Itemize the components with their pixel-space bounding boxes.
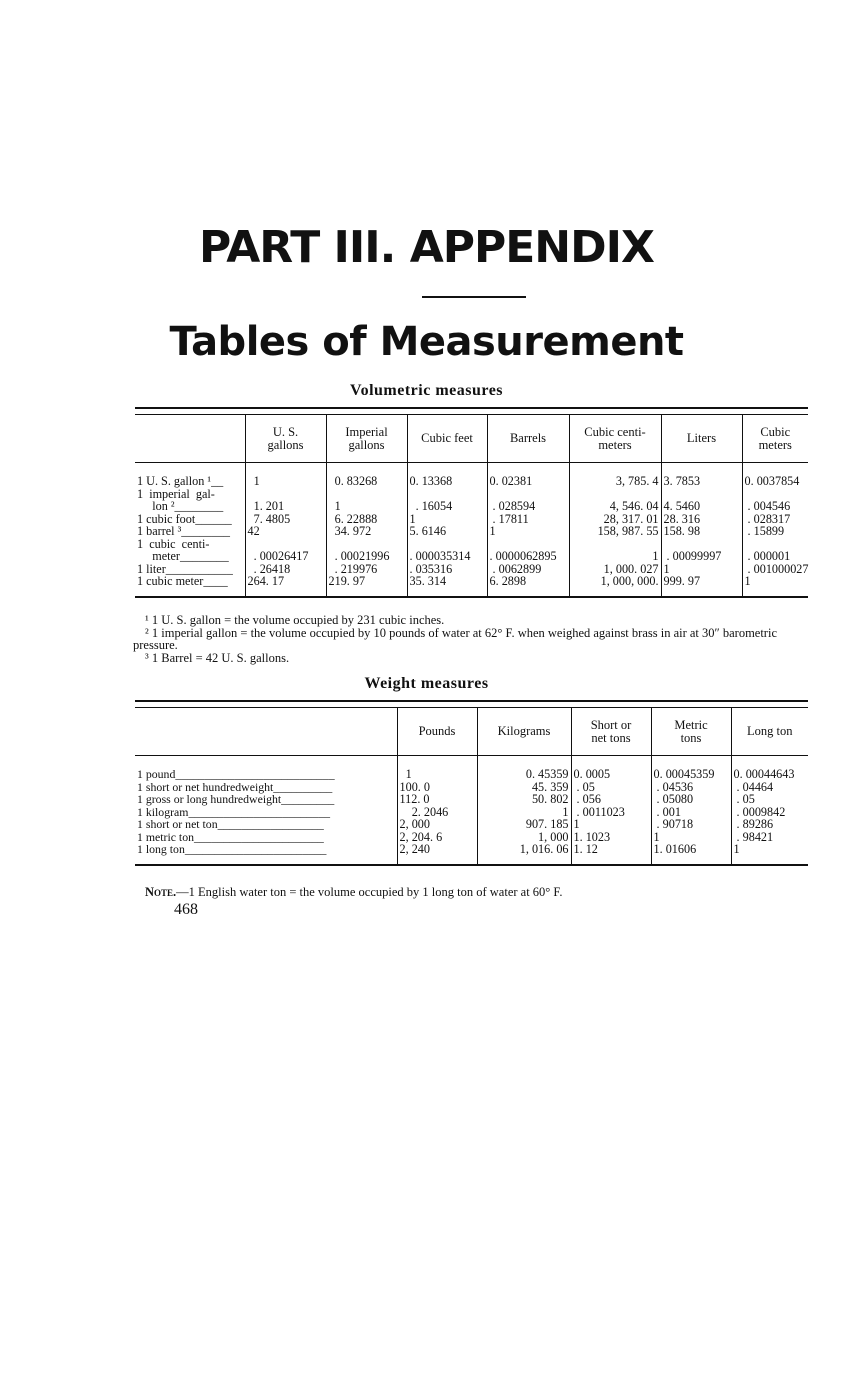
weight-table-top-rule xyxy=(135,700,808,702)
footnote-2: ² 1 imperial gallon = the volume occupied by 10 pounds of water at 62° F. when weighed against brass in air at 30″ barometric pressure. xyxy=(133,625,777,652)
volumetric-footnotes xyxy=(133,614,813,664)
part-title: PART III. APPENDIX xyxy=(199,222,654,273)
volumetric-table xyxy=(135,414,808,598)
title-divider xyxy=(422,296,526,298)
volumetric-header-liters: Liters xyxy=(661,415,742,463)
weight-header-long-ton: Long ton xyxy=(731,708,808,756)
weight-table xyxy=(135,707,808,866)
weight-col-kilograms: 0. 45359 45. 359 50. 802 1 907. 185 1, 000 1, 016. 06 xyxy=(477,756,571,865)
volumetric-header-cubic-centimeters: Cubic centi- meters xyxy=(569,415,661,463)
volumetric-col-barrels: 0. 02381 . 028594 . 17811 1 . 0000062895 . 0062899 6. 2898 xyxy=(487,463,569,597)
volumetric-header-imperial-gallons: Imperial gallons xyxy=(326,415,407,463)
volumetric-body-row xyxy=(135,463,808,597)
weight-col-unit: 1 pound___________________________ 1 short or net hundredweight__________ 1 gross or long hundredweight_________ 1 kilogram________________________ 1 short or net ton__________________ 1 metric ton______________________ 1 long ton________________________ xyxy=(135,756,397,865)
footnote-1: ¹ 1 U. S. gallon = the volume occupied by 231 cubic inches. xyxy=(145,613,445,627)
volumetric-col-us-gallons: 1 1. 201 7. 4805 42 . 00026417 . 26418 264. 17 xyxy=(245,463,326,597)
footnote-3: ³ 1 Barrel = 42 U. S. gallons. xyxy=(145,650,290,665)
weight-header-unit xyxy=(135,708,397,756)
volumetric-header-cubic-meters: Cubic meters xyxy=(742,415,808,463)
weight-header-metric-tons: Metric tons xyxy=(651,708,731,756)
volumetric-header-unit xyxy=(135,415,245,463)
weight-body-row xyxy=(135,756,808,865)
page-number: 468 xyxy=(174,901,198,918)
volumetric-header-barrels: Barrels xyxy=(487,415,569,463)
weight-col-metric-tons: 0. 00045359 . 04536 . 05080 . 001 . 90718 1 1. 01606 xyxy=(651,756,731,865)
volumetric-col-liters: 3. 7853 4. 5460 28. 316 158. 98 . 00099997 1 999. 97 xyxy=(661,463,742,597)
volumetric-col-cubic-meters: 0. 0037854 . 004546 . 028317 . 15899 . 000001 . 001000027 1 xyxy=(742,463,808,597)
volumetric-header-cubic-feet: Cubic feet xyxy=(407,415,487,463)
volumetric-header-row xyxy=(135,415,808,463)
volumetric-section-title: Volumetric measures xyxy=(349,382,504,399)
weight-header-kilograms: Kilograms xyxy=(477,708,571,756)
weight-header-short-tons: Short or net tons xyxy=(571,708,651,756)
volumetric-header-us-gallons: U. S. gallons xyxy=(245,415,326,463)
volumetric-col-imperial-gallons: 0. 83268 1 6. 22888 34. 972 . 00021996 . 219976 219. 97 xyxy=(326,463,407,597)
volumetric-col-cubic-feet: 0. 13368 . 16054 1 5. 6146 . 000035314 . 035316 35. 314 xyxy=(407,463,487,597)
weight-col-pounds: 1 100. 0 112. 0 2. 2046 2, 000 2, 204. 6 2, 240 xyxy=(397,756,477,865)
note-text: —1 English water ton = the volume occupied by 1 long ton of water at 60° F. xyxy=(176,885,563,899)
volumetric-col-unit: 1 U. S. gallon ¹__ 1 imperial gal- lon ²________ 1 cubic foot______ 1 barrel ³________ 1 cubic centi- meter________ 1 liter___________ 1 cubic meter____ xyxy=(135,463,245,597)
main-title: Tables of Measurement xyxy=(169,319,684,365)
weight-note xyxy=(145,885,563,900)
volumetric-table-top-rule xyxy=(135,407,808,409)
volumetric-col-cubic-centimeters: 3, 785. 4 4, 546. 04 28, 317. 01 158, 987. 55 1 1, 000. 027 1, 000, 000. xyxy=(569,463,661,597)
weight-header-row xyxy=(135,708,808,756)
weight-section-title: Weight measures xyxy=(364,675,489,692)
weight-col-long-ton: 0. 00044643 . 04464 . 05 . 0009842 . 89286 . 98421 1 xyxy=(731,756,808,865)
weight-header-pounds: Pounds xyxy=(397,708,477,756)
note-label: Note. xyxy=(145,885,177,899)
weight-col-short-tons: 0. 0005 . 05 . 056 . 0011023 1 1. 1023 1. 12 xyxy=(571,756,651,865)
